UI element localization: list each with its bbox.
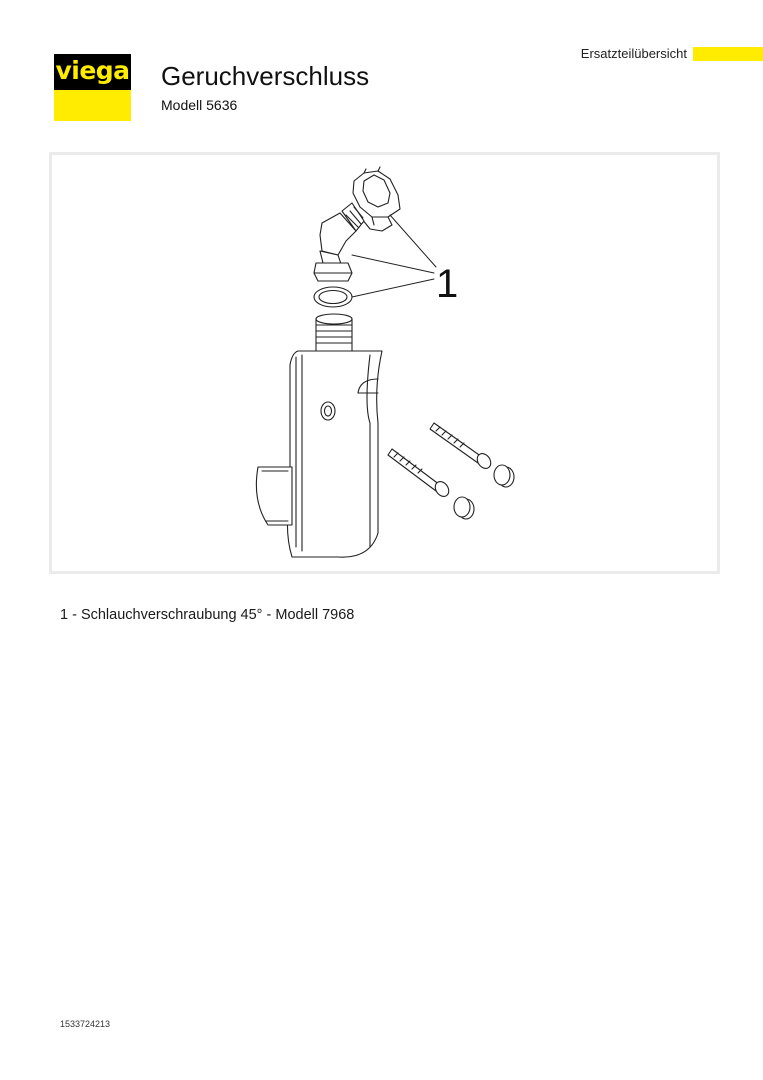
- legend-item: 1 - Schlauchverschraubung 45° - Modell 7968: [60, 607, 355, 623]
- accent-bar: [693, 47, 763, 61]
- parts-legend: [60, 606, 354, 625]
- exploded-view-figure: [49, 152, 720, 574]
- callout-leader-lines: [352, 215, 436, 297]
- wall-plug: [494, 465, 514, 487]
- seal-ring: [314, 287, 352, 307]
- page-title: Geruchverschluss: [161, 61, 370, 91]
- hose-elbow-45: [314, 203, 364, 281]
- document-type-label: Ersatzteilübersicht: [580, 46, 687, 61]
- callout-number: 1: [436, 262, 459, 306]
- document-number: 1533724213: [60, 1019, 111, 1029]
- logo-wordmark: viega: [55, 56, 130, 85]
- viega-logo: [54, 54, 131, 121]
- trap-body: [256, 314, 382, 557]
- model-subtitle: Modell 5636: [161, 97, 238, 113]
- mounting-screw: [388, 449, 452, 499]
- mounting-screw: [430, 423, 494, 471]
- wall-plug: [454, 497, 474, 519]
